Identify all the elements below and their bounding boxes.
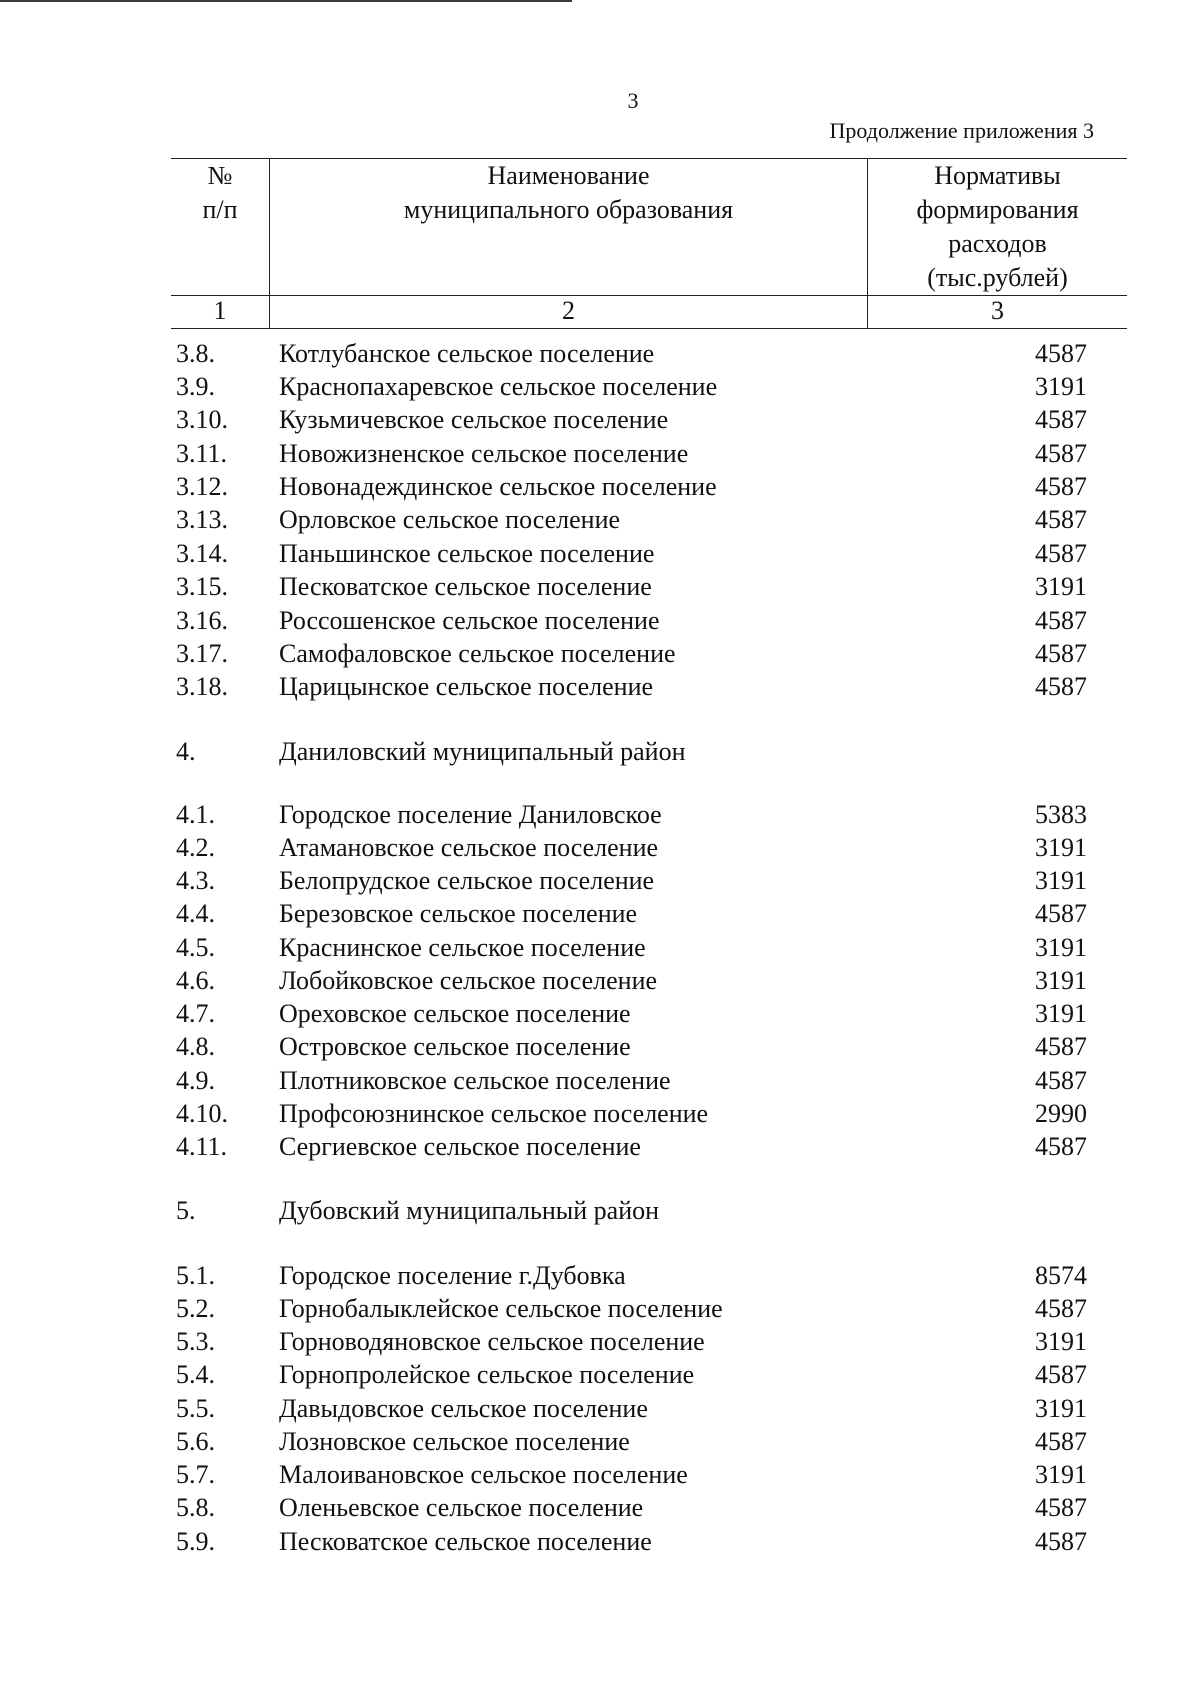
row-name: Белопрудское сельское поселение	[279, 866, 655, 895]
row-value: 4587	[1035, 639, 1087, 668]
page-number: 3	[627, 88, 639, 113]
row-name: Песковатское сельское поселение	[279, 1527, 652, 1556]
row-name: Малоивановское сельское поселение	[279, 1460, 688, 1489]
table-row	[0, 864, 1200, 898]
row-name: Лобойковское сельское поселение	[279, 966, 658, 995]
row-number: 3.11.	[176, 439, 228, 468]
row-name: Царицынское сельское поселение	[279, 672, 654, 701]
row-value: 4587	[1035, 505, 1087, 534]
column-number-2: 2	[270, 296, 868, 329]
row-value: 4587	[1035, 1032, 1087, 1061]
row-value: 4587	[1035, 1132, 1087, 1161]
table-row	[0, 931, 1200, 965]
row-number: 3.8.	[176, 339, 215, 368]
row-value: 4587	[1035, 1527, 1087, 1556]
column-number-1: 1	[171, 296, 270, 329]
table-row	[0, 798, 1200, 832]
row-name: Кузьмичевское сельское поселение	[279, 405, 669, 434]
table-row	[0, 1130, 1200, 1164]
row-number: 5.8.	[176, 1493, 215, 1522]
table-row	[0, 370, 1200, 404]
row-number: 5.6.	[176, 1427, 215, 1456]
scan-edge-line	[0, 0, 572, 2]
row-value: 4587	[1035, 405, 1087, 434]
table-header	[171, 158, 1127, 329]
row-number: 4.9.	[176, 1066, 215, 1095]
row-value: 3191	[1035, 833, 1087, 862]
row-name: Песковатское сельское поселение	[279, 572, 652, 601]
row-value: 4587	[1035, 439, 1087, 468]
table-row	[0, 1525, 1200, 1559]
row-number: 3.10.	[176, 405, 228, 434]
table-row	[0, 964, 1200, 998]
row-value: 4587	[1035, 339, 1087, 368]
row-number: 3.15.	[176, 572, 228, 601]
row-name: Островское сельское поселение	[279, 1032, 631, 1061]
row-name: Сергиевское сельское поселение	[279, 1132, 641, 1161]
row-name: Паньшинское сельское поселение	[279, 539, 655, 568]
row-value: 4587	[1035, 1066, 1087, 1095]
table-row	[0, 637, 1200, 671]
row-name: Давыдовское сельское поселение	[279, 1394, 648, 1423]
table-row	[0, 403, 1200, 437]
row-name: Дубовский муниципальный район	[279, 1196, 660, 1225]
row-name: Орловское сельское поселение	[279, 505, 621, 534]
row-name: Горнопролейское сельское поселение	[279, 1360, 695, 1389]
row-value: 4587	[1035, 1360, 1087, 1389]
table-row	[0, 1292, 1200, 1326]
row-number: 3.16.	[176, 606, 228, 635]
row-number: 4.5.	[176, 933, 215, 962]
section-heading-row	[0, 735, 1200, 769]
row-number: 4.11.	[176, 1132, 228, 1161]
row-number: 4.	[176, 737, 196, 766]
row-number: 4.4.	[176, 899, 215, 928]
table-row	[0, 897, 1200, 931]
row-name: Горнобалыклейское сельское поселение	[279, 1294, 723, 1323]
table-row	[0, 503, 1200, 537]
row-name: Плотниковское сельское поселение	[279, 1066, 671, 1095]
row-name: Горноводяновское сельское поселение	[279, 1327, 705, 1356]
header-col-norms: Нормативы формирования расходов (тыс.рублей)	[868, 159, 1128, 296]
row-value: 3191	[1035, 966, 1087, 995]
column-number-3: 3	[868, 296, 1128, 329]
row-value: 3191	[1035, 572, 1087, 601]
header-col-name: Наименование муниципального образования	[270, 159, 868, 296]
row-value: 5383	[1035, 800, 1087, 829]
table-row	[0, 1425, 1200, 1459]
table-row	[0, 1392, 1200, 1426]
continuation-note: Продолжение приложения 3	[829, 118, 1094, 143]
row-value: 3191	[1035, 1394, 1087, 1423]
row-name: Атамановское сельское поселение	[279, 833, 659, 862]
row-value: 3191	[1035, 1327, 1087, 1356]
row-number: 4.2.	[176, 833, 215, 862]
row-value: 2990	[1035, 1099, 1087, 1128]
row-value: 3191	[1035, 372, 1087, 401]
table-row	[0, 670, 1200, 704]
row-number: 5.4.	[176, 1360, 215, 1389]
row-value: 4587	[1035, 472, 1087, 501]
row-number: 5.7.	[176, 1460, 215, 1489]
table-row	[0, 537, 1200, 571]
table-row	[0, 1030, 1200, 1064]
table-row	[0, 1259, 1200, 1293]
row-value: 4587	[1035, 899, 1087, 928]
section-heading-row	[0, 1194, 1200, 1228]
row-name: Новожизненское сельское поселение	[279, 439, 689, 468]
row-value: 4587	[1035, 672, 1087, 701]
row-name: Котлубанское сельское поселение	[279, 339, 655, 368]
row-number: 3.9.	[176, 372, 215, 401]
table-row	[0, 437, 1200, 471]
row-number: 3.13.	[176, 505, 228, 534]
row-value: 4587	[1035, 1427, 1087, 1456]
row-number: 5.1.	[176, 1261, 215, 1290]
row-name: Березовское сельское поселение	[279, 899, 638, 928]
row-number: 3.14.	[176, 539, 228, 568]
row-number: 4.8.	[176, 1032, 215, 1061]
row-value: 3191	[1035, 866, 1087, 895]
table-row	[0, 1358, 1200, 1392]
row-value: 3191	[1035, 933, 1087, 962]
table-row	[0, 604, 1200, 638]
table-row	[0, 337, 1200, 371]
row-value: 4587	[1035, 606, 1087, 635]
table-row	[0, 1097, 1200, 1131]
table-row	[0, 1458, 1200, 1492]
row-name: Россошенское сельское поселение	[279, 606, 660, 635]
row-name: Городское поселение г.Дубовка	[279, 1261, 626, 1290]
row-number: 4.3.	[176, 866, 215, 895]
row-value: 3191	[1035, 999, 1087, 1028]
row-number: 5.	[176, 1196, 196, 1225]
row-name: Краснинское сельское поселение	[279, 933, 646, 962]
row-name: Краснопахаревское сельское поселение	[279, 372, 718, 401]
row-number: 5.9.	[176, 1527, 215, 1556]
row-number: 5.2.	[176, 1294, 215, 1323]
header-col-number: № п/п	[171, 159, 270, 296]
row-value: 4587	[1035, 1294, 1087, 1323]
row-name: Ореховское сельское поселение	[279, 999, 631, 1028]
table-row	[0, 1325, 1200, 1359]
row-number: 4.6.	[176, 966, 215, 995]
table-row	[0, 997, 1200, 1031]
row-value: 3191	[1035, 1460, 1087, 1489]
row-number: 5.5.	[176, 1394, 215, 1423]
row-number: 4.1.	[176, 800, 215, 829]
row-number: 3.18.	[176, 672, 228, 701]
table-row	[0, 570, 1200, 604]
row-number: 4.7.	[176, 999, 215, 1028]
row-name: Самофаловское сельское поселение	[279, 639, 676, 668]
table-row	[0, 831, 1200, 865]
row-number: 4.10.	[176, 1099, 228, 1128]
row-name: Лозновское сельское поселение	[279, 1427, 630, 1456]
row-value: 4587	[1035, 1493, 1087, 1522]
row-name: Городское поселение Даниловское	[279, 800, 662, 829]
row-name: Оленьевское сельское поселение	[279, 1493, 644, 1522]
row-number: 5.3.	[176, 1327, 215, 1356]
table-row	[0, 1491, 1200, 1525]
row-number: 3.17.	[176, 639, 228, 668]
row-value: 8574	[1035, 1261, 1087, 1290]
row-name: Даниловский муниципальный район	[279, 737, 686, 766]
table-row	[0, 470, 1200, 504]
row-name: Новонадеждинское сельское поселение	[279, 472, 717, 501]
row-value: 4587	[1035, 539, 1087, 568]
row-name: Профсоюзнинское сельское поселение	[279, 1099, 709, 1128]
row-number: 3.12.	[176, 472, 228, 501]
table-row	[0, 1064, 1200, 1098]
